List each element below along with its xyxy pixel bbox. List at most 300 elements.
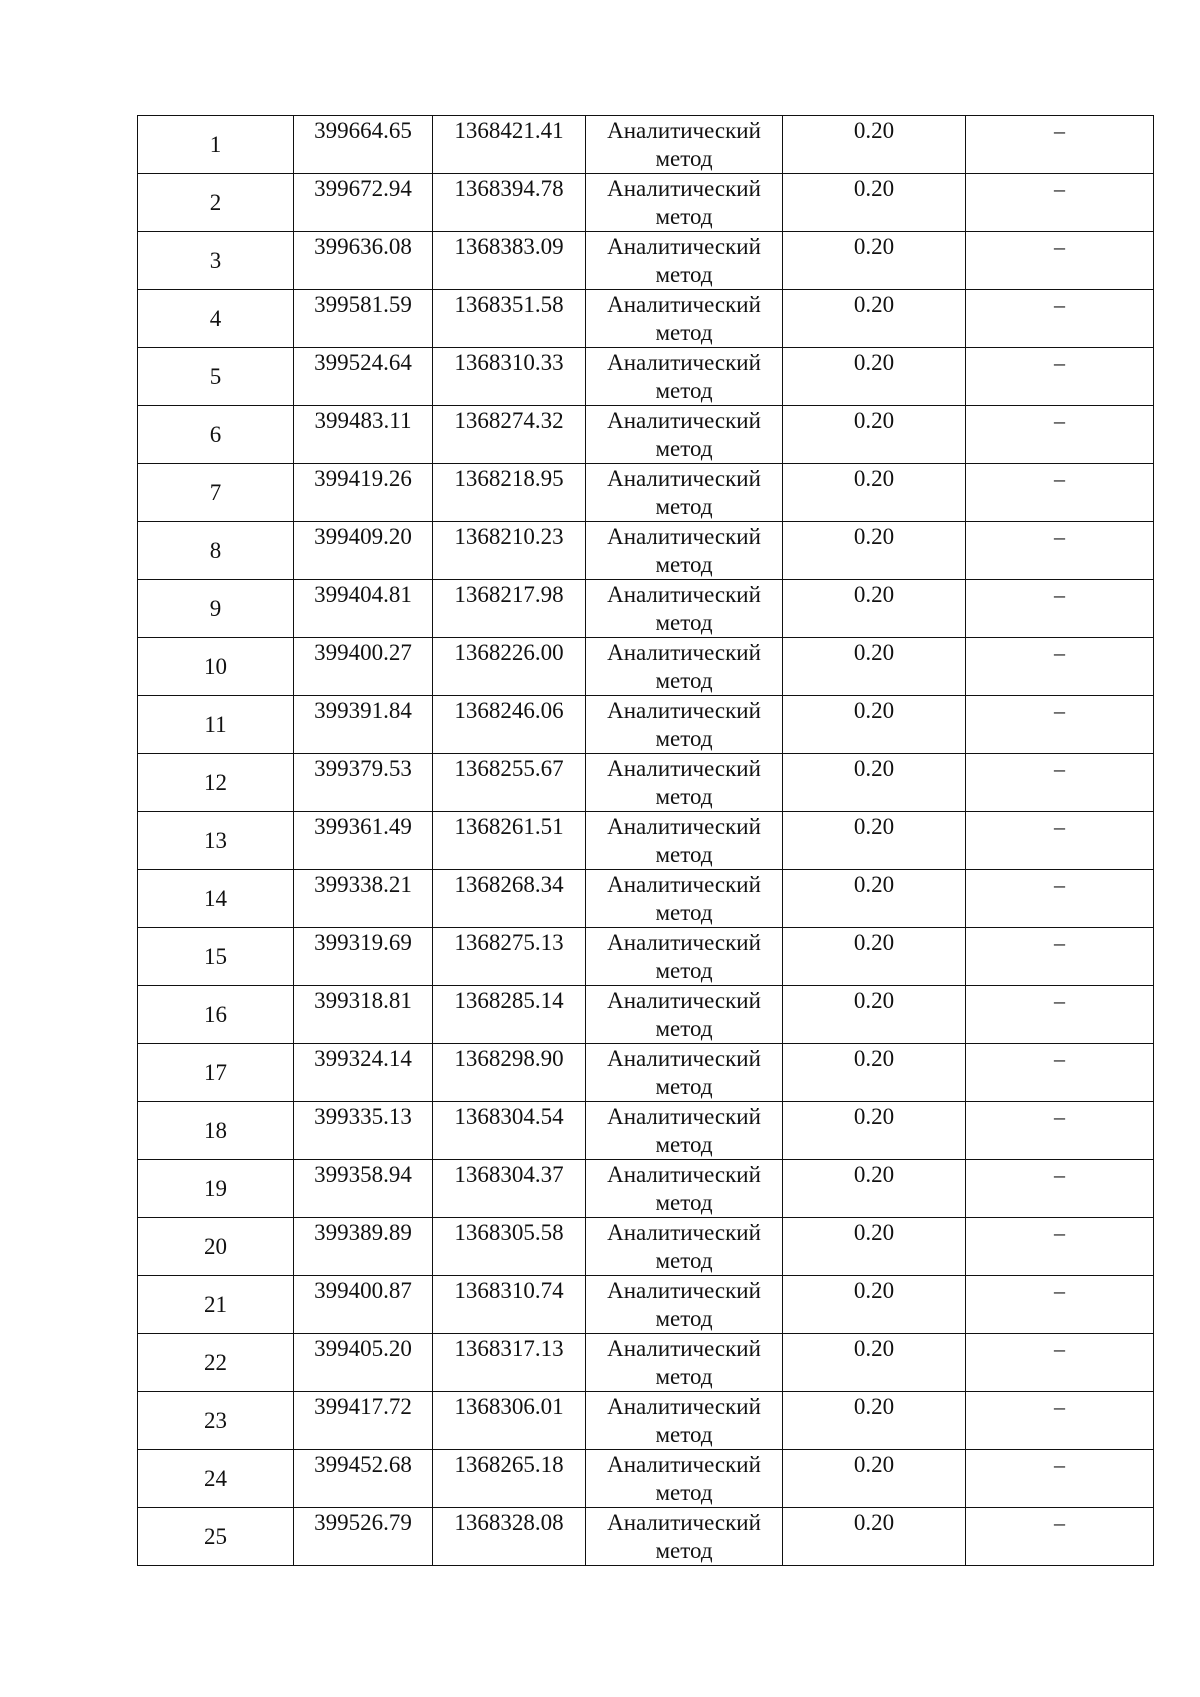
method-cell-text: Аналитический метод	[607, 466, 761, 519]
point-number-cell-text: 1	[209, 132, 222, 157]
accuracy-cell-text: 0.20	[853, 466, 895, 491]
accuracy-cell-text: 0.20	[853, 1510, 895, 1535]
table-row	[138, 986, 1154, 1044]
y-coordinate-cell-text: 1368304.37	[454, 1162, 564, 1187]
method-cell-text: Аналитический метод	[607, 582, 761, 635]
x-coordinate-cell-text: 399391.84	[314, 698, 412, 723]
table-row	[138, 1392, 1154, 1450]
y-coordinate-cell	[433, 1450, 586, 1508]
point-number-cell	[138, 812, 294, 870]
note-cell-text: –	[1054, 988, 1065, 1013]
table-row	[138, 1450, 1154, 1508]
point-number-cell-text: 12	[204, 770, 227, 795]
note-cell-text: –	[1054, 234, 1065, 259]
y-coordinate-cell	[433, 348, 586, 406]
x-coordinate-cell	[294, 580, 433, 638]
note-cell-text: –	[1054, 814, 1065, 839]
accuracy-cell	[783, 928, 966, 986]
note-cell-text: –	[1054, 1104, 1065, 1129]
accuracy-cell-text: 0.20	[853, 1104, 895, 1129]
note-cell-text: –	[1054, 1162, 1065, 1187]
y-coordinate-cell	[433, 464, 586, 522]
x-coordinate-cell	[294, 696, 433, 754]
y-coordinate-cell	[433, 638, 586, 696]
accuracy-cell-text: 0.20	[853, 930, 895, 955]
point-number-cell	[138, 638, 294, 696]
point-number-cell-text: 9	[209, 596, 222, 621]
accuracy-cell-text: 0.20	[853, 350, 895, 375]
accuracy-cell	[783, 1160, 966, 1218]
point-number-cell	[138, 1218, 294, 1276]
accuracy-cell-text: 0.20	[853, 988, 895, 1013]
note-cell-text: –	[1054, 524, 1065, 549]
y-coordinate-cell	[433, 870, 586, 928]
y-coordinate-cell-text: 1368274.32	[454, 408, 564, 433]
note-cell	[966, 406, 1154, 464]
method-cell	[586, 406, 783, 464]
method-cell-text: Аналитический метод	[607, 1452, 761, 1505]
x-coordinate-cell	[294, 174, 433, 232]
table-row	[138, 116, 1154, 174]
accuracy-cell-text: 0.20	[853, 118, 895, 143]
method-cell	[586, 1218, 783, 1276]
note-cell	[966, 1450, 1154, 1508]
accuracy-cell-text: 0.20	[853, 814, 895, 839]
accuracy-cell	[783, 1218, 966, 1276]
point-number-cell-text: 20	[204, 1234, 227, 1259]
method-cell	[586, 116, 783, 174]
method-cell-text: Аналитический метод	[607, 988, 761, 1041]
table-row	[138, 174, 1154, 232]
y-coordinate-cell	[433, 174, 586, 232]
method-cell	[586, 290, 783, 348]
point-number-cell-text: 25	[204, 1524, 227, 1549]
point-number-cell-text: 2	[209, 190, 222, 215]
note-cell	[966, 928, 1154, 986]
note-cell	[966, 1508, 1154, 1566]
method-cell-text: Аналитический метод	[607, 118, 761, 171]
point-number-cell-text: 18	[204, 1118, 227, 1143]
note-cell-text: –	[1054, 640, 1065, 665]
y-coordinate-cell	[433, 812, 586, 870]
accuracy-cell	[783, 580, 966, 638]
method-cell	[586, 986, 783, 1044]
y-coordinate-cell-text: 1368218.95	[454, 466, 564, 491]
y-coordinate-cell	[433, 406, 586, 464]
y-coordinate-cell-text: 1368210.23	[454, 524, 564, 549]
point-number-cell-text: 10	[204, 654, 227, 679]
y-coordinate-cell-text: 1368265.18	[454, 1452, 564, 1477]
x-coordinate-cell-text: 399335.13	[314, 1104, 412, 1129]
point-number-cell	[138, 290, 294, 348]
method-cell	[586, 580, 783, 638]
y-coordinate-cell-text: 1368217.98	[454, 582, 564, 607]
method-cell-text: Аналитический метод	[607, 1278, 761, 1331]
accuracy-cell	[783, 812, 966, 870]
x-coordinate-cell-text: 399324.14	[314, 1046, 412, 1071]
x-coordinate-cell-text: 399524.64	[314, 350, 412, 375]
x-coordinate-cell-text: 399417.72	[314, 1394, 412, 1419]
x-coordinate-cell	[294, 870, 433, 928]
y-coordinate-cell-text: 1368383.09	[454, 234, 564, 259]
note-cell-text: –	[1054, 1452, 1065, 1477]
y-coordinate-cell	[433, 232, 586, 290]
point-number-cell	[138, 1160, 294, 1218]
point-number-cell-text: 21	[204, 1292, 227, 1317]
x-coordinate-cell-text: 399664.65	[314, 118, 412, 143]
x-coordinate-cell	[294, 406, 433, 464]
y-coordinate-cell	[433, 580, 586, 638]
y-coordinate-cell-text: 1368285.14	[454, 988, 564, 1013]
note-cell-text: –	[1054, 1278, 1065, 1303]
accuracy-cell-text: 0.20	[853, 756, 895, 781]
note-cell	[966, 348, 1154, 406]
x-coordinate-cell	[294, 1508, 433, 1566]
x-coordinate-cell	[294, 232, 433, 290]
x-coordinate-cell-text: 399338.21	[314, 872, 412, 897]
accuracy-cell	[783, 232, 966, 290]
note-cell	[966, 464, 1154, 522]
point-number-cell	[138, 1334, 294, 1392]
accuracy-cell-text: 0.20	[853, 1452, 895, 1477]
note-cell	[966, 754, 1154, 812]
method-cell	[586, 464, 783, 522]
point-number-cell-text: 19	[204, 1176, 227, 1201]
y-coordinate-cell	[433, 1508, 586, 1566]
point-number-cell	[138, 928, 294, 986]
point-number-cell	[138, 1102, 294, 1160]
x-coordinate-cell-text: 399361.49	[314, 814, 412, 839]
point-number-cell-text: 23	[204, 1408, 227, 1433]
accuracy-cell-text: 0.20	[853, 640, 895, 665]
method-cell	[586, 870, 783, 928]
accuracy-cell-text: 0.20	[853, 176, 895, 201]
y-coordinate-cell-text: 1368306.01	[454, 1394, 564, 1419]
y-coordinate-cell	[433, 1276, 586, 1334]
method-cell-text: Аналитический метод	[607, 814, 761, 867]
accuracy-cell	[783, 1392, 966, 1450]
x-coordinate-cell-text: 399526.79	[314, 1510, 412, 1535]
table-row	[138, 1334, 1154, 1392]
y-coordinate-cell-text: 1368317.13	[454, 1336, 564, 1361]
y-coordinate-cell	[433, 1160, 586, 1218]
accuracy-cell-text: 0.20	[853, 1278, 895, 1303]
method-cell	[586, 1392, 783, 1450]
point-number-cell	[138, 174, 294, 232]
accuracy-cell-text: 0.20	[853, 292, 895, 317]
note-cell-text: –	[1054, 1046, 1065, 1071]
accuracy-cell	[783, 174, 966, 232]
accuracy-cell-text: 0.20	[853, 1162, 895, 1187]
accuracy-cell	[783, 1276, 966, 1334]
point-number-cell	[138, 870, 294, 928]
x-coordinate-cell	[294, 1276, 433, 1334]
note-cell	[966, 1160, 1154, 1218]
y-coordinate-cell-text: 1368328.08	[454, 1510, 564, 1535]
y-coordinate-cell	[433, 754, 586, 812]
note-cell	[966, 638, 1154, 696]
method-cell	[586, 522, 783, 580]
method-cell	[586, 1160, 783, 1218]
x-coordinate-cell	[294, 522, 433, 580]
point-number-cell	[138, 1508, 294, 1566]
coordinates-table	[137, 115, 1154, 1566]
method-cell	[586, 1044, 783, 1102]
accuracy-cell	[783, 870, 966, 928]
x-coordinate-cell-text: 399404.81	[314, 582, 412, 607]
accuracy-cell	[783, 1334, 966, 1392]
y-coordinate-cell-text: 1368226.00	[454, 640, 564, 665]
note-cell	[966, 1044, 1154, 1102]
accuracy-cell-text: 0.20	[853, 1220, 895, 1245]
table-row	[138, 812, 1154, 870]
point-number-cell-text: 6	[209, 422, 222, 447]
method-cell-text: Аналитический метод	[607, 1510, 761, 1563]
point-number-cell-text: 8	[209, 538, 222, 563]
point-number-cell-text: 11	[204, 712, 227, 737]
point-number-cell	[138, 754, 294, 812]
y-coordinate-cell-text: 1368255.67	[454, 756, 564, 781]
y-coordinate-cell	[433, 290, 586, 348]
table-row	[138, 580, 1154, 638]
method-cell-text: Аналитический метод	[607, 1220, 761, 1273]
y-coordinate-cell	[433, 116, 586, 174]
table-row	[138, 754, 1154, 812]
x-coordinate-cell-text: 399358.94	[314, 1162, 412, 1187]
method-cell	[586, 754, 783, 812]
y-coordinate-cell	[433, 928, 586, 986]
accuracy-cell	[783, 348, 966, 406]
note-cell-text: –	[1054, 930, 1065, 955]
x-coordinate-cell-text: 399400.87	[314, 1278, 412, 1303]
y-coordinate-cell	[433, 1102, 586, 1160]
accuracy-cell-text: 0.20	[853, 872, 895, 897]
note-cell-text: –	[1054, 1510, 1065, 1535]
method-cell-text: Аналитический метод	[607, 1162, 761, 1215]
point-number-cell	[138, 232, 294, 290]
point-number-cell-text: 15	[204, 944, 227, 969]
method-cell-text: Аналитический метод	[607, 292, 761, 345]
note-cell	[966, 580, 1154, 638]
note-cell	[966, 1102, 1154, 1160]
x-coordinate-cell-text: 399409.20	[314, 524, 412, 549]
point-number-cell-text: 13	[204, 828, 227, 853]
accuracy-cell-text: 0.20	[853, 698, 895, 723]
method-cell-text: Аналитический метод	[607, 1394, 761, 1447]
x-coordinate-cell	[294, 1450, 433, 1508]
method-cell-text: Аналитический метод	[607, 408, 761, 461]
x-coordinate-cell	[294, 1392, 433, 1450]
x-coordinate-cell-text: 399636.08	[314, 234, 412, 259]
table-row	[138, 232, 1154, 290]
x-coordinate-cell-text: 399389.89	[314, 1220, 412, 1245]
method-cell-text: Аналитический метод	[607, 698, 761, 751]
table-row	[138, 290, 1154, 348]
y-coordinate-cell-text: 1368351.58	[454, 292, 564, 317]
table-body	[138, 116, 1154, 1566]
x-coordinate-cell	[294, 348, 433, 406]
note-cell	[966, 1218, 1154, 1276]
note-cell-text: –	[1054, 872, 1065, 897]
note-cell-text: –	[1054, 756, 1065, 781]
note-cell	[966, 522, 1154, 580]
table-row	[138, 1508, 1154, 1566]
point-number-cell	[138, 696, 294, 754]
table-row	[138, 1276, 1154, 1334]
method-cell	[586, 812, 783, 870]
accuracy-cell	[783, 464, 966, 522]
point-number-cell	[138, 464, 294, 522]
accuracy-cell	[783, 116, 966, 174]
method-cell	[586, 1450, 783, 1508]
x-coordinate-cell-text: 399452.68	[314, 1452, 412, 1477]
accuracy-cell-text: 0.20	[853, 1046, 895, 1071]
table-row	[138, 928, 1154, 986]
point-number-cell-text: 14	[204, 886, 227, 911]
y-coordinate-cell-text: 1368421.41	[454, 118, 564, 143]
y-coordinate-cell-text: 1368298.90	[454, 1046, 564, 1071]
note-cell	[966, 1276, 1154, 1334]
note-cell-text: –	[1054, 1220, 1065, 1245]
y-coordinate-cell-text: 1368310.33	[454, 350, 564, 375]
accuracy-cell	[783, 638, 966, 696]
method-cell-text: Аналитический метод	[607, 930, 761, 983]
x-coordinate-cell	[294, 754, 433, 812]
note-cell-text: –	[1054, 176, 1065, 201]
point-number-cell-text: 7	[209, 480, 222, 505]
accuracy-cell	[783, 1102, 966, 1160]
table-row	[138, 638, 1154, 696]
method-cell	[586, 1334, 783, 1392]
accuracy-cell	[783, 406, 966, 464]
x-coordinate-cell	[294, 116, 433, 174]
y-coordinate-cell	[433, 1218, 586, 1276]
accuracy-cell-text: 0.20	[853, 408, 895, 433]
y-coordinate-cell-text: 1368268.34	[454, 872, 564, 897]
point-number-cell-text: 24	[204, 1466, 227, 1491]
note-cell	[966, 116, 1154, 174]
y-coordinate-cell	[433, 522, 586, 580]
accuracy-cell	[783, 754, 966, 812]
x-coordinate-cell	[294, 290, 433, 348]
table-row	[138, 464, 1154, 522]
y-coordinate-cell-text: 1368246.06	[454, 698, 564, 723]
method-cell-text: Аналитический метод	[607, 640, 761, 693]
point-number-cell	[138, 580, 294, 638]
x-coordinate-cell-text: 399581.59	[314, 292, 412, 317]
point-number-cell	[138, 522, 294, 580]
note-cell-text: –	[1054, 582, 1065, 607]
method-cell	[586, 1508, 783, 1566]
method-cell-text: Аналитический метод	[607, 176, 761, 229]
note-cell-text: –	[1054, 292, 1065, 317]
y-coordinate-cell	[433, 1044, 586, 1102]
method-cell	[586, 1102, 783, 1160]
x-coordinate-cell	[294, 928, 433, 986]
point-number-cell-text: 16	[204, 1002, 227, 1027]
point-number-cell	[138, 1450, 294, 1508]
y-coordinate-cell-text: 1368275.13	[454, 930, 564, 955]
note-cell-text: –	[1054, 350, 1065, 375]
x-coordinate-cell-text: 399379.53	[314, 756, 412, 781]
accuracy-cell-text: 0.20	[853, 582, 895, 607]
accuracy-cell	[783, 1508, 966, 1566]
point-number-cell	[138, 1044, 294, 1102]
method-cell-text: Аналитический метод	[607, 1336, 761, 1389]
method-cell	[586, 1276, 783, 1334]
point-number-cell-text: 3	[209, 248, 222, 273]
point-number-cell	[138, 348, 294, 406]
point-number-cell-text: 17	[204, 1060, 227, 1085]
note-cell	[966, 174, 1154, 232]
accuracy-cell-text: 0.20	[853, 1394, 895, 1419]
x-coordinate-cell	[294, 1044, 433, 1102]
note-cell	[966, 870, 1154, 928]
note-cell	[966, 696, 1154, 754]
x-coordinate-cell	[294, 1218, 433, 1276]
x-coordinate-cell	[294, 1160, 433, 1218]
y-coordinate-cell-text: 1368261.51	[454, 814, 564, 839]
x-coordinate-cell-text: 399400.27	[314, 640, 412, 665]
y-coordinate-cell	[433, 1334, 586, 1392]
accuracy-cell-text: 0.20	[853, 234, 895, 259]
table-row	[138, 406, 1154, 464]
y-coordinate-cell-text: 1368394.78	[454, 176, 564, 201]
table-row	[138, 522, 1154, 580]
accuracy-cell-text: 0.20	[853, 1336, 895, 1361]
x-coordinate-cell-text: 399419.26	[314, 466, 412, 491]
y-coordinate-cell	[433, 1392, 586, 1450]
point-number-cell-text: 22	[204, 1350, 227, 1375]
x-coordinate-cell	[294, 812, 433, 870]
table-row	[138, 348, 1154, 406]
table-row	[138, 870, 1154, 928]
x-coordinate-cell	[294, 1102, 433, 1160]
method-cell	[586, 174, 783, 232]
method-cell-text: Аналитический метод	[607, 872, 761, 925]
point-number-cell	[138, 1392, 294, 1450]
accuracy-cell-text: 0.20	[853, 524, 895, 549]
x-coordinate-cell-text: 399319.69	[314, 930, 412, 955]
accuracy-cell	[783, 290, 966, 348]
point-number-cell	[138, 1276, 294, 1334]
accuracy-cell	[783, 696, 966, 754]
y-coordinate-cell	[433, 696, 586, 754]
y-coordinate-cell	[433, 986, 586, 1044]
note-cell-text: –	[1054, 1394, 1065, 1419]
point-number-cell	[138, 116, 294, 174]
method-cell-text: Аналитический метод	[607, 1046, 761, 1099]
note-cell-text: –	[1054, 698, 1065, 723]
method-cell-text: Аналитический метод	[607, 1104, 761, 1157]
table-row	[138, 1218, 1154, 1276]
note-cell	[966, 1334, 1154, 1392]
note-cell	[966, 986, 1154, 1044]
point-number-cell	[138, 986, 294, 1044]
note-cell	[966, 232, 1154, 290]
x-coordinate-cell-text: 399405.20	[314, 1336, 412, 1361]
note-cell-text: –	[1054, 408, 1065, 433]
note-cell-text: –	[1054, 118, 1065, 143]
note-cell	[966, 1392, 1154, 1450]
method-cell-text: Аналитический метод	[607, 756, 761, 809]
method-cell-text: Аналитический метод	[607, 524, 761, 577]
table-row	[138, 1160, 1154, 1218]
x-coordinate-cell	[294, 986, 433, 1044]
point-number-cell	[138, 406, 294, 464]
point-number-cell-text: 5	[209, 364, 222, 389]
note-cell-text: –	[1054, 466, 1065, 491]
